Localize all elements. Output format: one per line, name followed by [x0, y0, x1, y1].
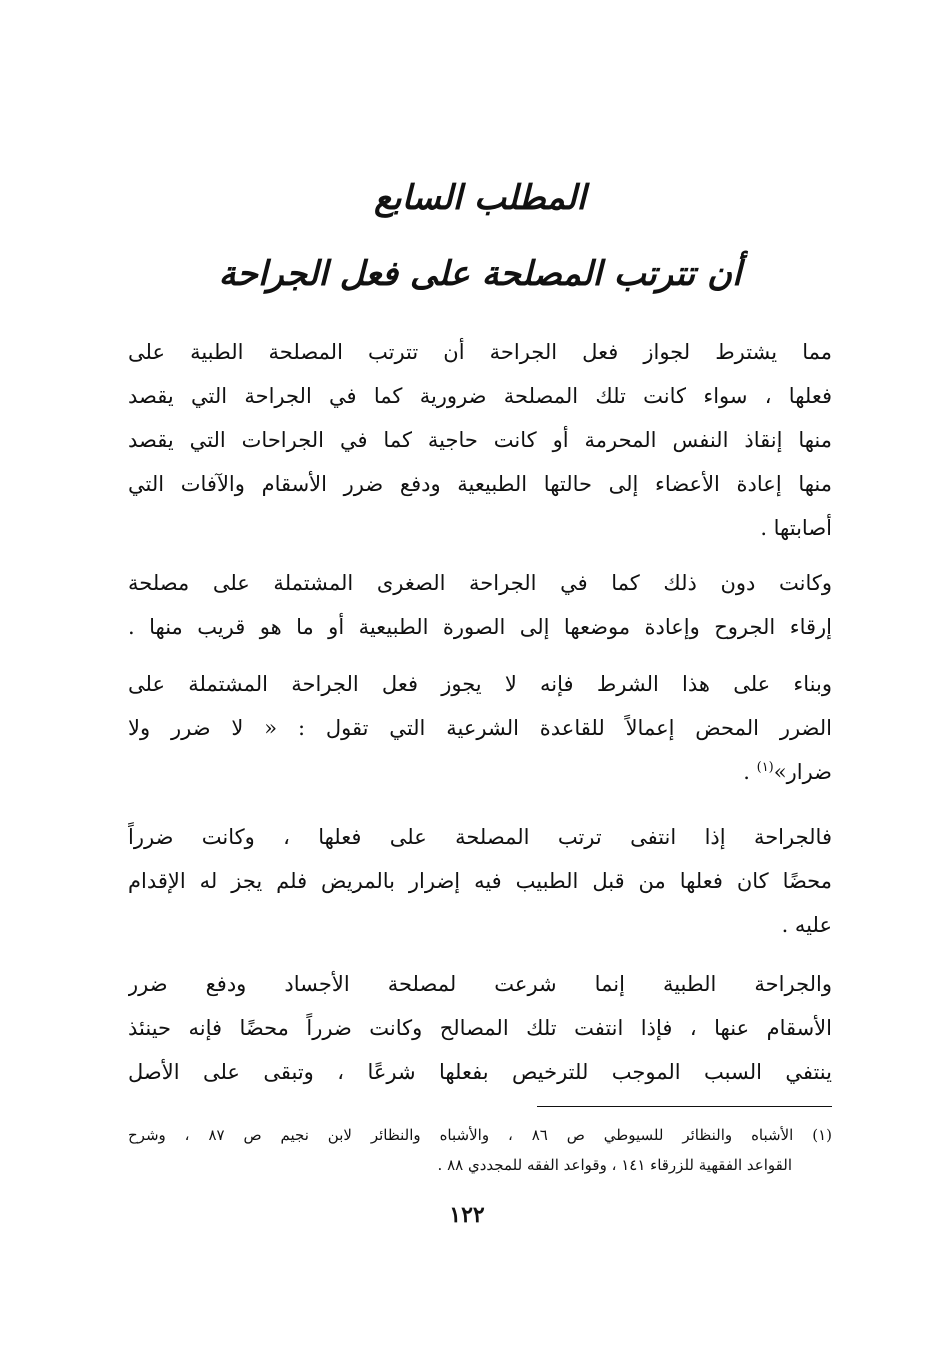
- paragraph-2-line-2: إرقاء الجروح وإعادة موضعها إلى الصورة الطبيعية أو ما هو قريب منها .: [128, 615, 832, 639]
- footnote-line-1: (١) الأشباه والنظائر للسيوطي ص ٨٦ ، والأشباه والنظائر لابن نجيم ص ٨٧ ، وشرح: [128, 1126, 832, 1144]
- paragraph-1-line-1: مما يشترط لجواز فعل الجراحة أن تترتب المصلحة الطبية على: [128, 340, 832, 364]
- paragraph-3-line-3-text: ضرار»: [773, 760, 832, 784]
- paragraph-3-line-1: وبناء على هذا الشرط فإنه لا يجوز فعل الجراحة المشتملة على: [128, 672, 832, 696]
- paragraph-5-line-2: الأسقام عنها ، فإذا انتفت تلك المصالح وكانت ضرراً محضًا فإنه حينئذ: [128, 1016, 832, 1040]
- paragraph-3-line-3: [128, 754, 832, 790]
- footnote-line-2: القواعد الفقهية للزرقاء ١٤١ ، وقواعد الفقه للمجددي ٨٨ .: [437, 1156, 792, 1174]
- paragraph-1-line-5: أصابتها .: [760, 516, 832, 540]
- paragraph-5-line-1: والجراحة الطبية إنما شرعت لمصلحة الأجساد ودفع ضرر: [128, 972, 832, 996]
- section-title: المطلب السابع: [374, 178, 586, 218]
- footnote-separator: [537, 1106, 832, 1107]
- page-number: ١٢٢: [449, 1202, 485, 1228]
- paragraph-3-line-3-tail: .: [743, 760, 757, 784]
- paragraph-5-line-3: ينتفي السبب الموجب للترخيص بفعلها شرعًا ، وتبقى على الأصل: [128, 1060, 832, 1084]
- section-subtitle: أن تترتب المصلحة على فعل الجراحة: [218, 254, 742, 294]
- footnote-reference-mark: (١): [756, 760, 774, 775]
- paragraph-3-line-2: الضرر المحض إعمالاً للقاعدة الشرعية التي تقول : « لا ضرر ولا: [128, 716, 832, 740]
- paragraph-4-line-1: فالجراحة إذا انتفى ترتب المصلحة على فعلها ، وكانت ضرراً: [128, 825, 832, 849]
- paragraph-1-line-2: فعلها ، سواء كانت تلك المصلحة ضرورية كما في الجراحة التي يقصد: [128, 384, 832, 408]
- paragraph-1-line-4: منها إعادة الأعضاء إلى حالتها الطبيعية ودفع ضرر الأسقام والآفات التي: [128, 472, 832, 496]
- paragraph-1-line-3: منها إنقاذ النفس المحرمة أو كانت حاجية كما في الجراحات التي يقصد: [128, 428, 832, 452]
- paragraph-4-line-3: عليه .: [781, 913, 832, 937]
- paragraph-4-line-2: محضًا كان فعلها من قبل الطبيب فيه إضرار بالمريض فلم يجز له الإقدام: [128, 869, 832, 893]
- paragraph-2-line-1: وكانت دون ذلك كما في الجراحة الصغرى المشتملة على مصلحة: [128, 571, 832, 595]
